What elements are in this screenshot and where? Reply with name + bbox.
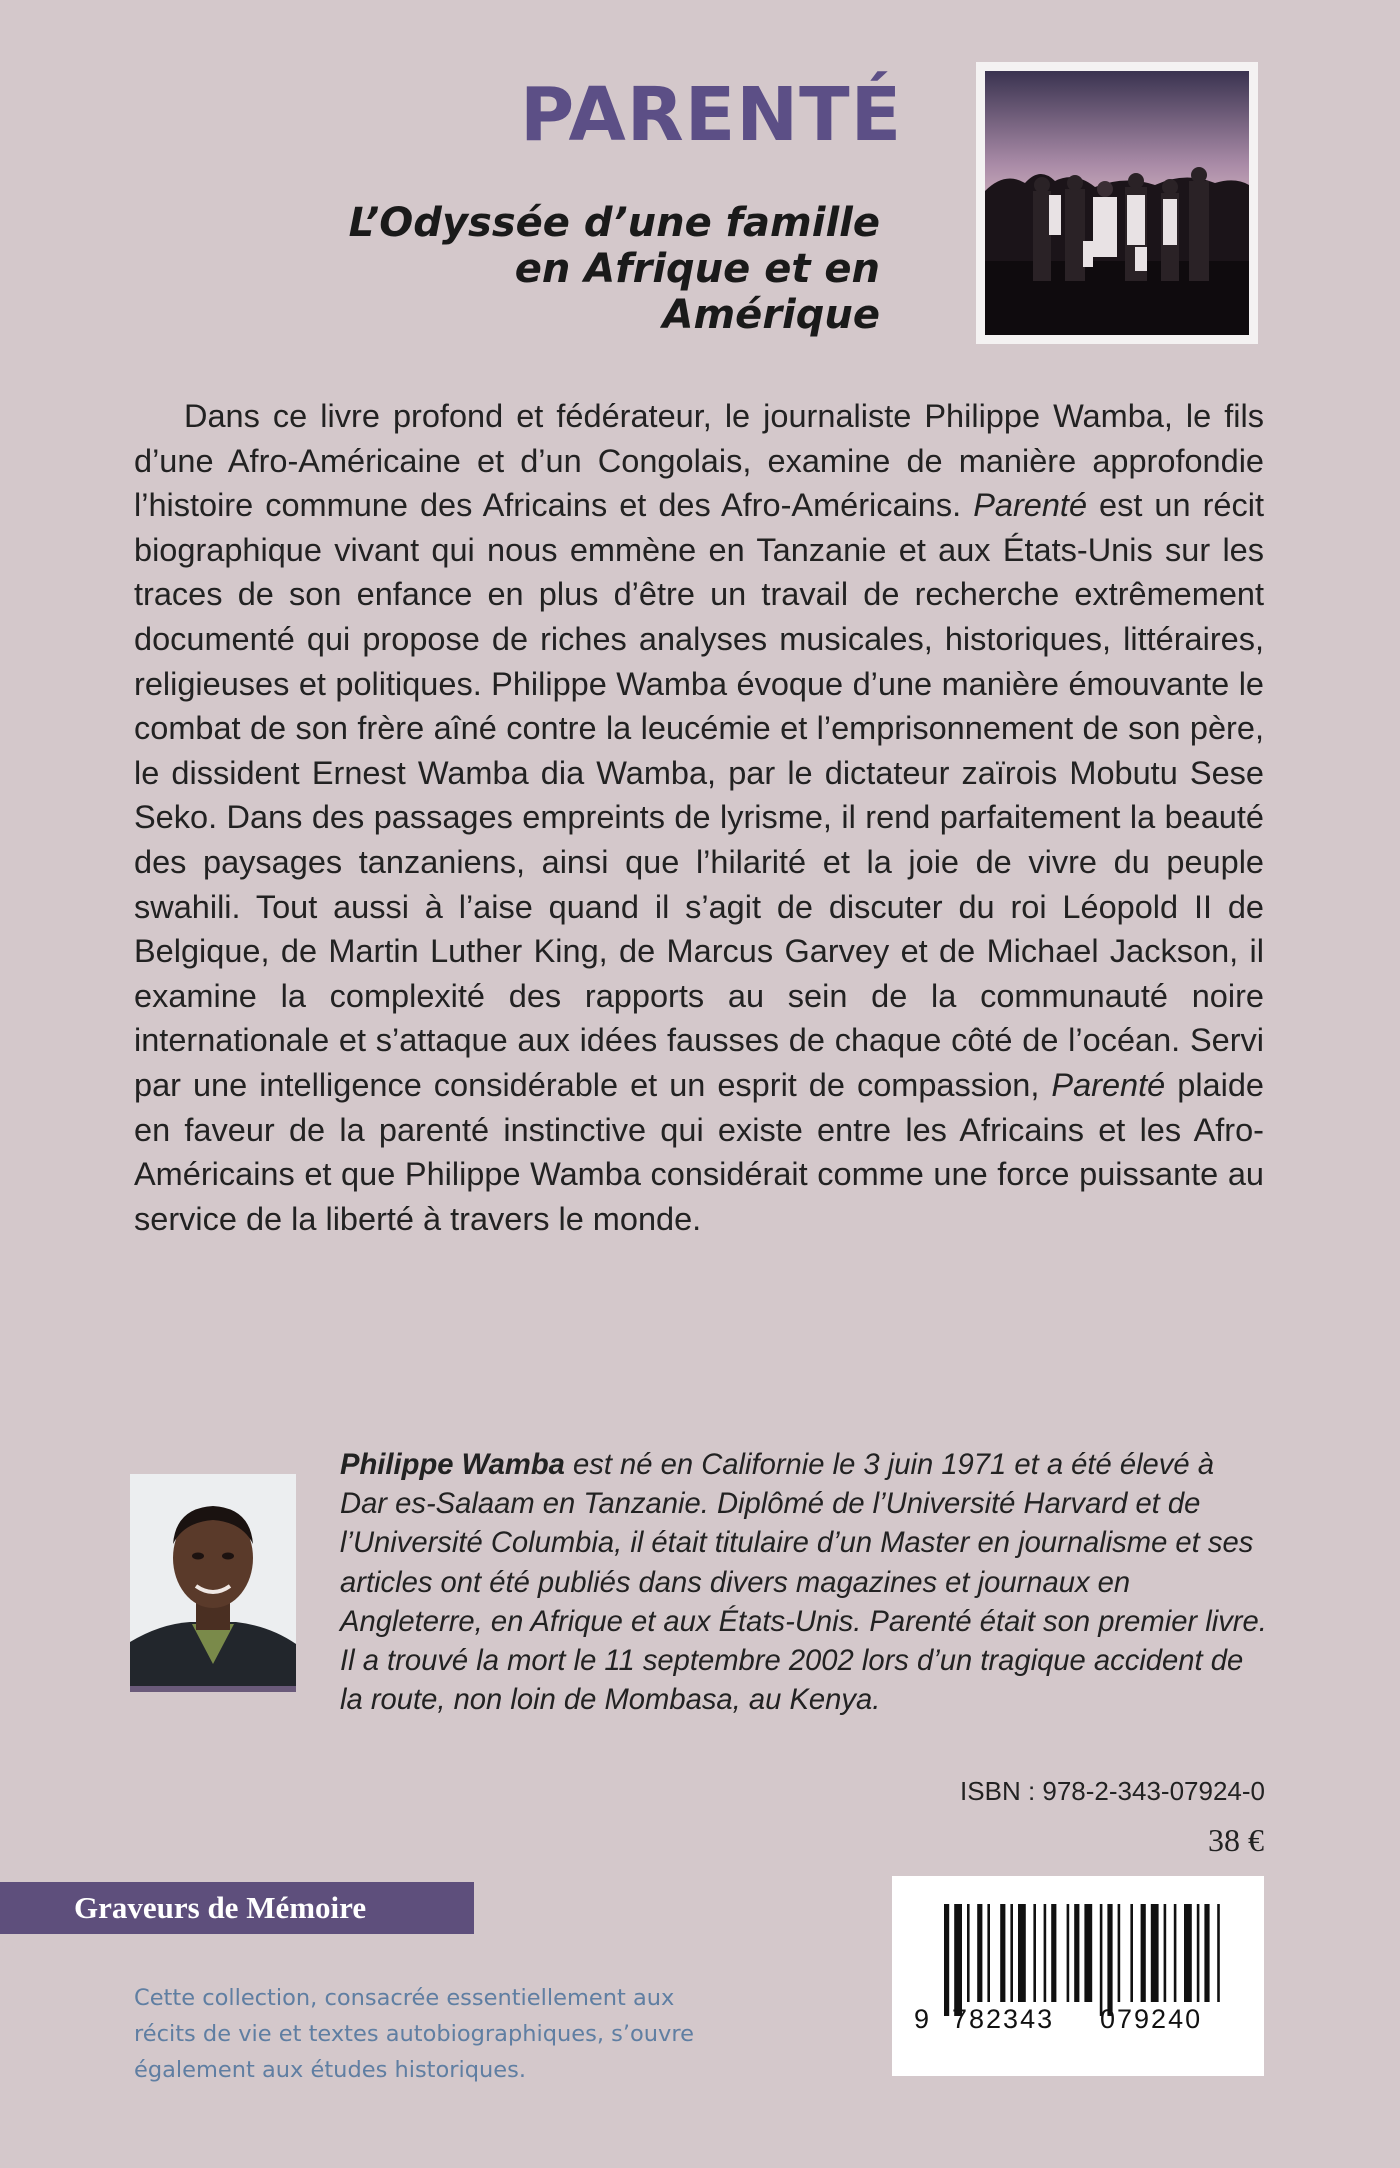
barcode-bar	[1051, 1904, 1056, 2002]
barcode-bar	[1084, 1904, 1092, 2002]
barcode-bar	[954, 1904, 962, 2016]
barcode-bar	[1217, 1904, 1220, 2002]
blurb-segment-1: Dans ce livre profond et fédérateur, le journaliste Philippe Wamba, le fils d’une Afro-Américaine et d’un Congolais, examine de manière approfondie l’histoire commune des Africains et des Afro-Américains.	[134, 398, 1264, 524]
book-title: PARENTÉ	[520, 72, 903, 158]
barcode-bar	[1174, 1904, 1177, 2002]
author-name: Philippe Wamba	[340, 1449, 565, 1481]
barcode-bar	[1100, 1904, 1103, 2016]
author-portrait-icon	[130, 1474, 296, 1692]
barcode-bars	[892, 1876, 1264, 2076]
subtitle-line-1: L’Odyssée d’une famille	[348, 200, 880, 246]
barcode-bar	[1033, 1904, 1036, 2002]
barcode-bar	[1197, 1904, 1200, 2002]
barcode-bar	[1010, 1904, 1013, 2002]
barcode-bar	[987, 1904, 990, 2002]
barcode-bar	[1044, 1904, 1047, 2002]
barcode-bar	[1130, 1904, 1133, 2002]
barcode-bar	[1118, 1904, 1121, 2002]
barcode-digits-group-2: 079240	[1100, 2004, 1203, 2034]
barcode-bar	[1107, 1904, 1112, 2016]
barcode-digits-group-1: 782343	[952, 2004, 1055, 2034]
back-cover-blurb	[134, 394, 1264, 1241]
isbn: ISBN : 978-2-343-07924-0	[960, 1776, 1265, 1806]
barcode-bar	[1067, 1904, 1070, 2002]
barcode-bar	[1018, 1904, 1026, 2002]
family-photo	[976, 62, 1258, 344]
blurb-title-italic-1: Parenté	[973, 487, 1088, 524]
author-bio	[340, 1446, 1268, 1720]
barcode-bar	[967, 1904, 970, 2002]
barcode-bar	[1184, 1904, 1192, 2002]
collection-description	[134, 1980, 694, 2088]
barcode-bar	[1151, 1904, 1159, 2002]
barcode-bar	[1204, 1904, 1209, 2002]
collection-line-1: Cette collection, consacrée essentiellement aux	[134, 1985, 675, 2011]
price: 38 €	[1208, 1822, 1264, 1858]
bio-text: est né en Californie le 3 juin 1971 et a été élevé à Dar es-Salaam en Tanzanie. Diplômé de l’Université Harvard et de l’Université Columbia, il était titulaire d’un Master en journalisme et ses articles ont été publiés dans divers magazines et journaux en Angleterre, en Afrique et aux États-Unis. Parenté était son premier livre. Il a trouvé la mort le 11 septembre 2002 lors d’un tragique accident de la route, non loin de Mombasa, au Kenya.	[340, 1449, 1267, 1717]
barcode	[892, 1876, 1264, 2076]
blurb-title-italic-2: Parenté	[1051, 1066, 1166, 1103]
blurb-segment-2: est un récit biographique vivant qui nous emmène en Tanzanie et aux États-Unis sur les traces de son enfance en plus d’être un travail de recherche extrêmement documenté qui propose de riches analyses musicales, historiques, littéraires, religieuses et politiques. Philippe Wamba évoque d’une manière émouvante le combat de son frère aîné contre la leucémie et l’emprisonnement de son père, le dissident Ernest Wamba dia Wamba, par le dictateur zaïrois Mobutu Sese Seko. Dans des passages empreints de lyrisme, il rend parfaitement la beauté des paysages tanzaniens, ainsi que l’hilarité et la joie de vivre du peuple swahili. Tout aussi à l’aise quand il s’agit de discuter du roi Léopold II de Belgique, de Martin Luther King, de Marcus Garvey et de Michael Jackson, il examine la complexité des rapports au sein de la communauté noire internationale et s’attaque aux idées fausses de chaque côté de l’océan. Servi par une intelligence considérable et un esprit de compassion,	[134, 487, 1264, 1103]
collection-line-2: récits de vie et textes autobiographiques, s’ouvre	[134, 2021, 694, 2047]
barcode-digit-lead: 9	[914, 2004, 930, 2034]
barcode-bar	[1164, 1904, 1167, 2002]
blurb-segment-3: plaide en faveur de la parenté instinctive qui existe entre les Africains et les Afro-Américains et que Philippe Wamba considérait comme une force puissante au service de la liberté à travers le monde.	[134, 1066, 1264, 1237]
subtitle-line-2: en Afrique et en Amérique	[514, 246, 880, 338]
author-photo	[130, 1474, 296, 1692]
barcode-bar	[1000, 1904, 1005, 2002]
barcode-bar	[1074, 1904, 1079, 2002]
family-photo-icon	[985, 71, 1249, 335]
blurb-paragraph	[134, 394, 1264, 1241]
barcode-bar	[944, 1904, 949, 2016]
bio-paragraph	[340, 1446, 1268, 1720]
barcode-bar	[977, 1904, 982, 2002]
collection-band: Graveurs de Mémoire	[0, 1882, 474, 1934]
barcode-bar	[1141, 1904, 1146, 2002]
book-subtitle	[300, 200, 880, 338]
collection-line-3: également aux études historiques.	[134, 2057, 527, 2083]
